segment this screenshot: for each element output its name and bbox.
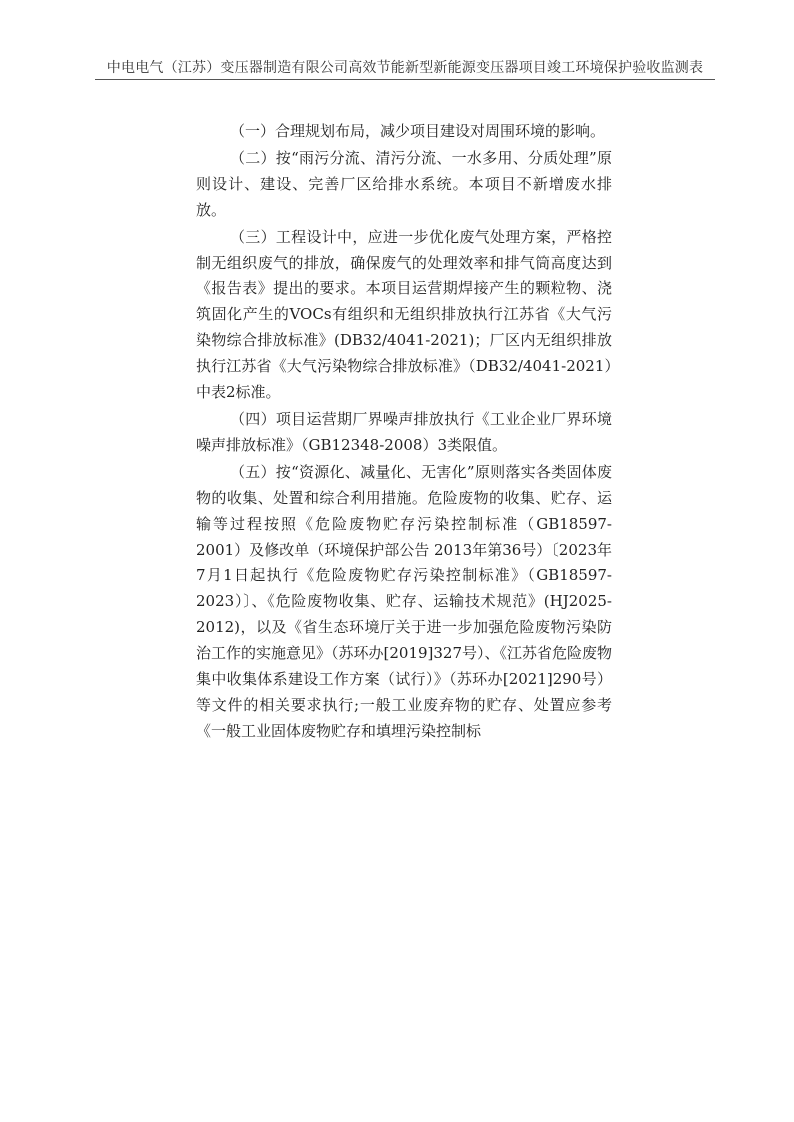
header-divider xyxy=(95,79,715,80)
paragraph-2: （二）按“雨污分流、清污分流、一水多用、分质处理”原则设计、建设、完善厂区给排水系统。本项目不新增废水排放。 xyxy=(196,148,612,219)
paragraph-1: （一）合理规划布局，减少项目建设对周围环境的影响。 xyxy=(230,122,606,140)
paragraph-3: （三）工程设计中，应进一步优化废气处理方案，严格控制无组织废气的排放，确保废气的处理效率和排气筒高度达到《报告表》提出的要求。本项目运营期焊接产生的颗粒物、浇筑固化产生的VOCs有组织和无组织排放执行江苏省《大气污染物综合排放标准》(DB32/4041-2021)；厂区内无组织排放执行江苏省《大气污染物综合排放标准》（DB32/4041-2021）中表2标准。 xyxy=(196,227,612,402)
paragraph-5: （五）按“资源化、减量化、无害化”原则落实各类固体废物的收集、处置和综合利用措施。危险废物的收集、贮存、运输等过程按照《危险废物贮存污染控制标准（GB18597-2001）及修改单（环境保护部公告 2013年第36号）〔2023年7月1日起执行《危险废物贮存污染控制标准》（GB18597-2023）〕、《危险废物收集、贮存、运输技术规范》(HJ2025-2012)，以及《省生态环境厅关于进一步加强危险废物污染防治工作的实施意见》（苏环办[2019]327号）、《江苏省危险废物集中收集体系建设工作方案（试行）》（苏环办[2021]290号）等文件的相关要求执行;一般工业废弃物的贮存、处置应参考《一般工业固体废物贮存和填埋污染控制标 xyxy=(196,462,613,740)
paragraph-4: （四）项目运营期厂界噪声排放执行《工业企业厂界环境噪声排放标准》（GB12348-2008）3类限值。 xyxy=(196,409,612,454)
page-header-title: 中电电气（江苏）变压器制造有限公司高效节能新型新能源变压器项目竣工环境保护验收监测表 xyxy=(106,60,704,76)
document-body xyxy=(196,119,612,746)
